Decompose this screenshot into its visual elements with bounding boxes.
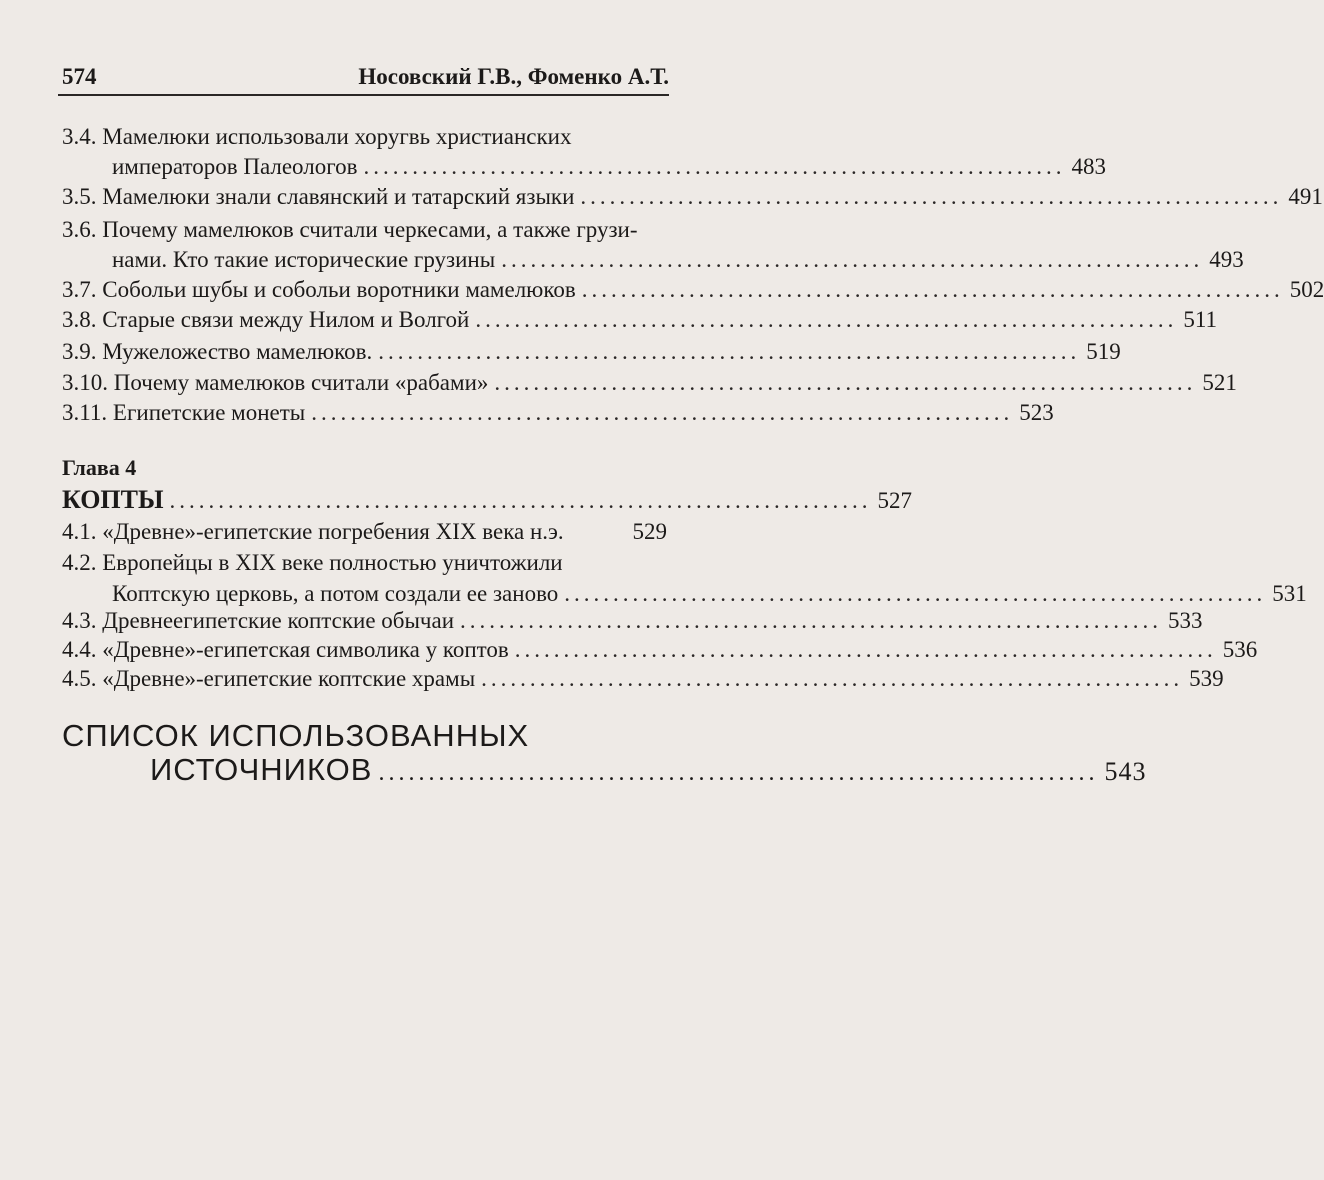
leader-dots: ........................................................................ bbox=[581, 277, 1284, 302]
leader-dots: ........................................................................ bbox=[514, 637, 1217, 662]
toc-entry-page: 493 bbox=[1209, 247, 1244, 272]
toc-entry-page: 521 bbox=[1202, 370, 1237, 395]
leader-dots: ........................................................................ bbox=[169, 488, 872, 513]
running-head-authors: Носовский Г.В., Фоменко А.Т. bbox=[358, 64, 669, 89]
chapter-title: КОПТЫ bbox=[62, 485, 164, 514]
toc-entry-page: 523 bbox=[1019, 400, 1054, 425]
toc-entry-page: 491 bbox=[1288, 184, 1323, 209]
sources-entry bbox=[150, 752, 1147, 792]
toc-entry-title: 4.1. «Древне»-египетские погребения XIX века н.э. bbox=[62, 519, 564, 544]
toc-entry-4-1 bbox=[62, 515, 667, 548]
toc-entry-3-6 bbox=[112, 243, 1244, 276]
page-number: 574 bbox=[62, 64, 97, 89]
toc-entry-page: 531 bbox=[1272, 581, 1307, 606]
leader-dots: ........................................................................ bbox=[311, 400, 1014, 425]
toc-entry-title: императоров Палеологов bbox=[112, 154, 358, 179]
toc-entry-page: 511 bbox=[1183, 307, 1217, 332]
toc-entry-title: 3.11. Египетские монеты bbox=[62, 400, 306, 425]
toc-entry-page: 529 bbox=[632, 519, 667, 544]
sources-title-line1: СПИСОК ИСПОЛЬЗОВАННЫХ bbox=[62, 718, 530, 753]
toc-entry-4-2-line1: 4.2. Европейцы в XIX веке полностью уничтожили bbox=[62, 550, 563, 575]
chapter-page: 527 bbox=[877, 488, 913, 513]
leader-dots: ........................................................................ bbox=[378, 339, 1081, 364]
leader-dots: ........................................................................ bbox=[564, 581, 1267, 606]
toc-entry-3-11 bbox=[62, 396, 1054, 429]
toc-entry-3-10 bbox=[62, 366, 1237, 399]
toc-entry-page: 502 bbox=[1289, 277, 1324, 302]
toc-entry-title: 3.9. Мужеложество мамелюков. bbox=[62, 339, 373, 364]
toc-entry-title: 3.7. Собольи шубы и собольи воротники мамелюков bbox=[62, 277, 576, 302]
running-head bbox=[58, 60, 669, 96]
toc-entry-title: нами. Кто такие исторические грузины bbox=[112, 247, 496, 272]
leader-dots: ........................................................................ bbox=[475, 307, 1178, 332]
toc-entry-3-4 bbox=[112, 150, 1106, 183]
toc-entry-title: 3.8. Старые связи между Нилом и Волгой bbox=[62, 307, 470, 332]
toc-entry-title: Коптскую церковь, а потом создали ее заново bbox=[112, 581, 559, 606]
toc-entry-3-7 bbox=[62, 273, 1324, 306]
leader-dots: ........................................................................ bbox=[460, 608, 1163, 633]
toc-entry-page: 536 bbox=[1222, 637, 1258, 662]
toc-entry-3-8 bbox=[62, 303, 1217, 336]
toc-entry-title: 4.5. «Древне»-египетские коптские храмы bbox=[62, 666, 476, 691]
toc-entry-title: 3.5. Мамелюки знали славянский и татарский языки bbox=[62, 184, 575, 209]
leader-dots: ........................................................................ bbox=[580, 184, 1283, 209]
toc-entry-title: 3.10. Почему мамелюков считали «рабами» bbox=[62, 370, 489, 395]
leader-dots: ........................................................................ bbox=[494, 370, 1197, 395]
sources-title-line2: ИСТОЧНИКОВ bbox=[150, 752, 373, 787]
toc-entry-4-5 bbox=[62, 662, 1224, 695]
toc-entry-title: 4.4. «Древне»-египетская символика у коптов bbox=[62, 637, 509, 662]
toc-entry-3-9 bbox=[62, 335, 1121, 368]
sources-page: 543 bbox=[1104, 757, 1147, 786]
toc-entry-title: 4.3. Древнеегипетские коптские обычаи bbox=[62, 608, 455, 633]
toc-entry-3-5 bbox=[62, 180, 1323, 213]
leader-dots: ........................................................................ bbox=[363, 154, 1066, 179]
toc-entry-page: 519 bbox=[1086, 339, 1121, 364]
toc-entry-3-4-line1: 3.4. Мамелюки использовали хоругвь христианских bbox=[62, 124, 572, 149]
chapter-title-entry bbox=[62, 483, 913, 519]
toc-entry-page: 533 bbox=[1168, 608, 1203, 633]
chapter-label: Глава 4 bbox=[62, 455, 137, 480]
leader-dots: ........................................................................ bbox=[501, 247, 1204, 272]
leader-dots: ........................................................................ bbox=[378, 760, 1099, 786]
leader-dots: ........................................................................ bbox=[481, 666, 1184, 691]
toc-entry-page: 483 bbox=[1071, 154, 1106, 179]
toc-entry-3-6-line1: 3.6. Почему мамелюков считали черкесами, а также грузи- bbox=[62, 217, 638, 242]
toc-entry-page: 539 bbox=[1189, 666, 1224, 691]
